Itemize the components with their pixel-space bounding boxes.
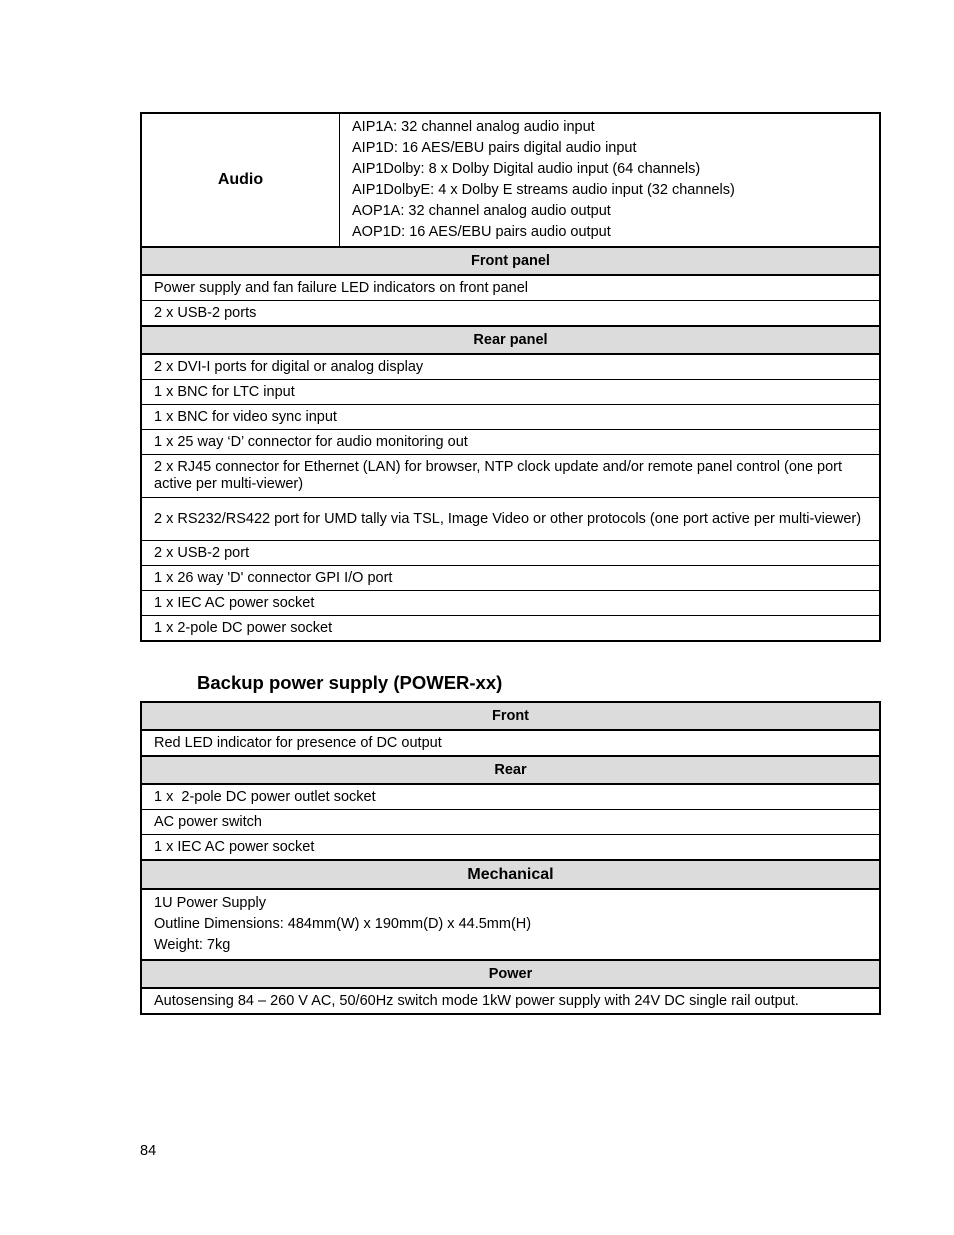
mechanical-line: Outline Dimensions: 484mm(W) x 190mm(D) x 44.5mm(H) xyxy=(154,916,532,932)
table-cell: 1 x BNC for video sync input xyxy=(141,405,880,430)
section-header-power xyxy=(141,960,880,988)
audio-label: Audio xyxy=(141,113,340,247)
table-cell: Autosensing 84 – 260 V AC, 50/60Hz switch mode 1kW power supply with 24V DC single rail output. xyxy=(141,988,880,1014)
audio-line: AOP1A: 32 channel analog audio output xyxy=(352,203,611,219)
table-row xyxy=(141,301,880,327)
table-cell: 1 x IEC AC power socket xyxy=(141,591,880,616)
section-heading: Rear xyxy=(141,756,880,784)
table-row xyxy=(141,784,880,810)
table-cell: 1 x 2-pole DC power outlet socket xyxy=(141,784,880,810)
table-cell: 1 x BNC for LTC input xyxy=(141,380,880,405)
audio-line: AIP1A: 32 channel analog audio input xyxy=(352,119,595,135)
section-heading: Mechanical xyxy=(141,860,880,889)
table-cell: AC power switch xyxy=(141,810,880,835)
table-row xyxy=(141,835,880,861)
table-cell: Red LED indicator for presence of DC output xyxy=(141,730,880,756)
table-cell: 1 x 26 way 'D' connector GPI I/O port xyxy=(141,566,880,591)
table-row xyxy=(141,275,880,301)
table-row xyxy=(141,591,880,616)
mechanical-line: Weight: 7kg xyxy=(154,937,231,953)
section-header-rear-panel xyxy=(141,326,880,354)
section-title: Backup power supply (POWER-xx) xyxy=(197,672,503,693)
audio-row xyxy=(141,113,880,247)
section-header-front-panel xyxy=(141,247,880,275)
section-header-rear xyxy=(141,756,880,784)
table-row xyxy=(141,430,880,455)
audio-spec-list xyxy=(340,113,881,247)
mechanical-row xyxy=(141,889,880,960)
section-header-front xyxy=(141,702,880,730)
table-cell: 1 x IEC AC power socket xyxy=(141,835,880,861)
spec-table xyxy=(140,112,881,642)
page-number: 84 xyxy=(140,1143,157,1159)
table-cell: 2 x DVI-I ports for digital or analog display xyxy=(141,354,880,380)
table-row xyxy=(141,730,880,756)
table-row xyxy=(141,566,880,591)
table-cell: 2 x RS232/RS422 port for UMD tally via TSL, Image Video or other protocols (one port active per multi-viewer) xyxy=(141,498,880,541)
section-heading: Rear panel xyxy=(141,326,880,354)
mechanical-line: 1U Power Supply xyxy=(154,895,267,911)
mechanical-spec-list xyxy=(141,889,880,960)
table-cell: 2 x USB-2 ports xyxy=(141,301,880,327)
table-cell: 1 x 25 way ‘D’ connector for audio monitoring out xyxy=(141,430,880,455)
table-row xyxy=(141,354,880,380)
section-header-mechanical xyxy=(141,860,880,889)
table-row xyxy=(141,455,880,498)
audio-line: AOP1D: 16 AES/EBU pairs audio output xyxy=(352,224,611,240)
table-cell: 2 x USB-2 port xyxy=(141,541,880,566)
table-row xyxy=(141,810,880,835)
table-row xyxy=(141,616,880,642)
table-row xyxy=(141,988,880,1014)
table-row xyxy=(141,498,880,541)
table-cell: Power supply and fan failure LED indicators on front panel xyxy=(141,275,880,301)
table-row xyxy=(141,380,880,405)
backup-power-table xyxy=(140,701,881,1015)
table-cell: 2 x RJ45 connector for Ethernet (LAN) for browser, NTP clock update and/or remote panel control (one port active per multi-viewer) xyxy=(141,455,880,498)
section-heading: Front xyxy=(141,702,880,730)
table-row xyxy=(141,405,880,430)
audio-line: AIP1DolbyE: 4 x Dolby E streams audio input (32 channels) xyxy=(352,182,735,198)
table-row xyxy=(141,541,880,566)
audio-line: AIP1Dolby: 8 x Dolby Digital audio input (64 channels) xyxy=(352,161,701,177)
section-heading: Front panel xyxy=(141,247,880,275)
table-cell: 1 x 2-pole DC power socket xyxy=(141,616,880,642)
section-heading: Power xyxy=(141,960,880,988)
audio-line: AIP1D: 16 AES/EBU pairs digital audio input xyxy=(352,140,637,156)
